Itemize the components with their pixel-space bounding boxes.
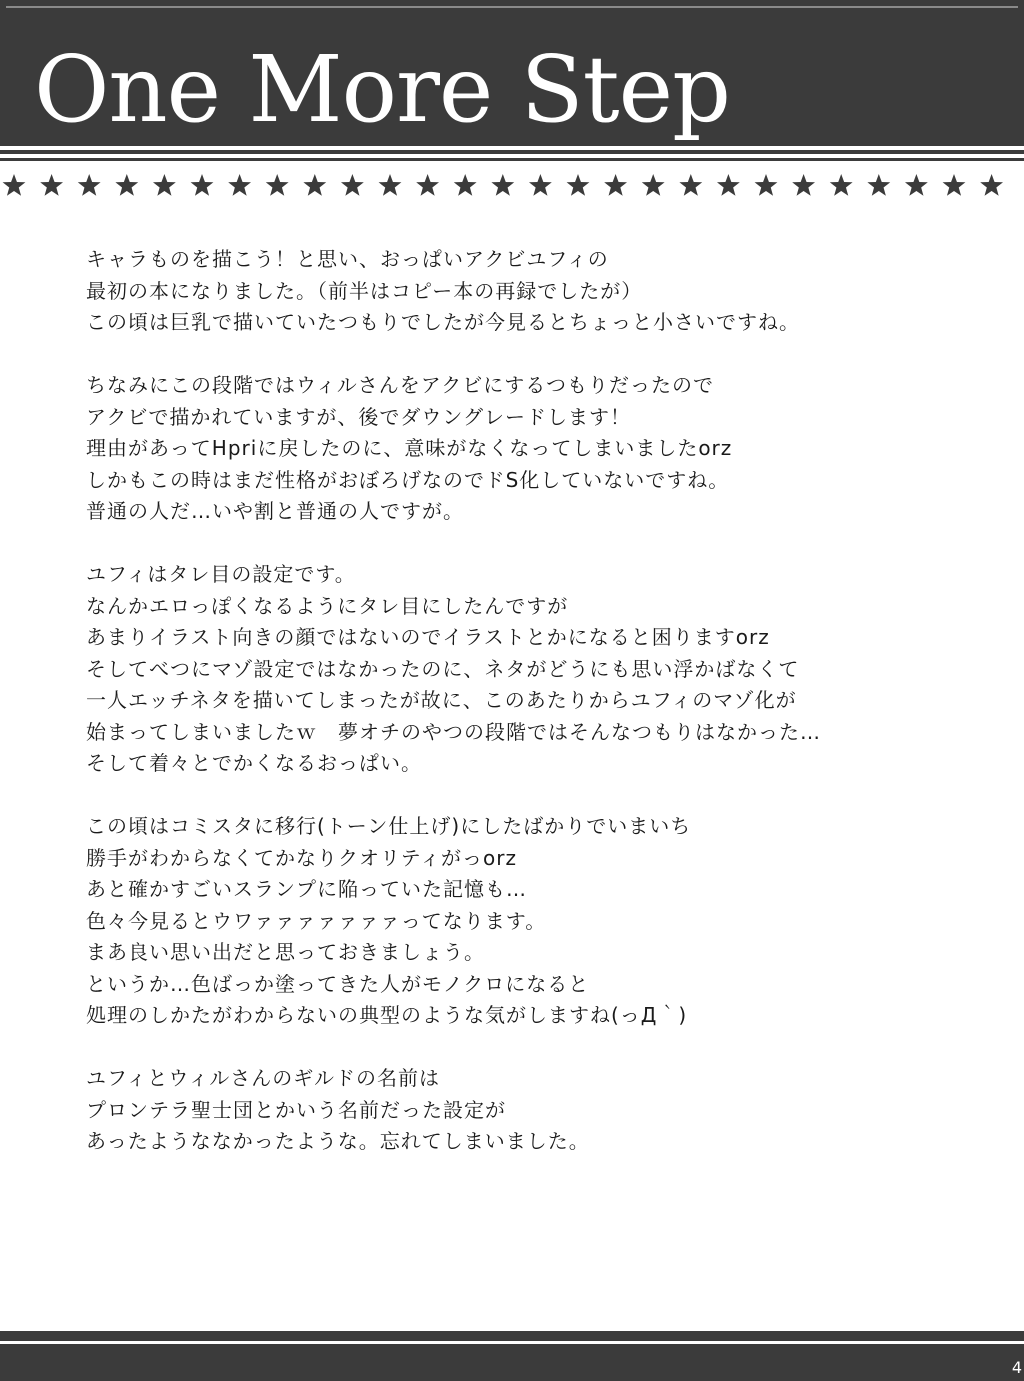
star-icon <box>3 174 26 196</box>
star-icon <box>679 174 702 196</box>
text-line: ユフィとウィルさんのギルドの名前は <box>86 1066 440 1090</box>
star-icon <box>604 174 627 196</box>
text-line: なんかエロっぽくなるようにタレ目にしたんですが <box>86 593 569 618</box>
header-rule-bottom <box>0 158 1024 161</box>
text-line: この頃は巨乳で描いていたつもりでしたが今見るとちょっと小さいですね。 <box>86 310 800 334</box>
star-icon <box>228 174 251 196</box>
text-line: 勝手がわからなくてかなりクオリティがっorz <box>86 845 517 870</box>
star-icon <box>153 174 176 196</box>
footer-stripe <box>0 1341 1024 1344</box>
paragraph-2 <box>86 370 986 528</box>
star-icon <box>943 174 966 196</box>
page-number: 4 <box>1011 1358 1022 1377</box>
text-line: 処理のしかたがわからないの典型のような気がしますね(っД｀) <box>86 1003 688 1027</box>
star-icon <box>491 174 514 196</box>
paragraph-1 <box>86 244 986 339</box>
star-icon <box>717 174 740 196</box>
text-line: あまりイラスト向きの顔ではないのでイラストとかになると困りますorz <box>86 625 770 649</box>
text-line: アクビで描かれていますが、後でダウングレードします！ <box>86 404 631 429</box>
text-line: というか…色ばっか塗ってきた人がモノクロになると <box>86 971 590 996</box>
star-row-icon <box>0 170 1024 206</box>
star-icon <box>40 174 63 196</box>
star-icon <box>379 174 402 196</box>
star-icon <box>416 174 439 196</box>
star-icon <box>755 174 778 196</box>
text-line: 一人エッチネタを描いてしまったが故に、このあたりからユフィのマゾ化が <box>86 688 797 712</box>
paragraph-5 <box>86 1063 986 1158</box>
text-line: しかもこの時はまだ性格がおぼろげなのでドS化していないですね。 <box>86 467 730 492</box>
star-icon <box>341 174 364 196</box>
star-icon <box>115 174 138 196</box>
text-line: キャラものを描こう！と思い、おっぱいアクビユフィの <box>86 247 609 271</box>
text-line: ちなみにこの段階ではウィルさんをアクビにするつもりだったので <box>86 373 714 397</box>
star-icon <box>303 174 326 196</box>
header-rule-top <box>0 150 1024 154</box>
star-icon <box>266 174 289 196</box>
text-line: まあ良い思い出だと思っておきましょう。 <box>86 940 485 964</box>
star-icon <box>529 174 552 196</box>
star-icon <box>78 174 101 196</box>
text-line: そしてべつにマゾ設定ではなかったのに、ネタがどうにも思い浮かばなくて <box>86 656 800 681</box>
star-border <box>0 170 1024 206</box>
star-icon <box>830 174 853 196</box>
star-icon <box>792 174 815 196</box>
footer-band <box>0 1331 1024 1381</box>
star-icon <box>191 174 214 196</box>
text-line: ユフィはタレ目の設定です。 <box>86 562 356 586</box>
paragraph-4 <box>86 811 986 1032</box>
text-line: そして着々とでかくなるおっぱい。 <box>86 751 422 775</box>
star-icon <box>905 174 928 196</box>
star-icon <box>454 174 477 196</box>
star-icon <box>567 174 590 196</box>
star-icon <box>642 174 665 196</box>
text-line: 普通の人だ…いや割と普通の人ですが。 <box>86 499 464 523</box>
text-line: あと確かすごいスランプに陥っていた記憶も… <box>86 877 527 901</box>
star-icon <box>867 174 890 196</box>
body-text <box>86 244 986 1158</box>
paragraph-3 <box>86 559 986 780</box>
text-line: あったようななかったような。忘れてしまいました。 <box>86 1129 590 1153</box>
text-line: 色々今見るとウワァァァァァァァってなります。 <box>86 908 547 933</box>
text-line: プロンテラ聖士団とかいう名前だった設定が <box>86 1097 506 1122</box>
text-line: 最初の本になりました。（前半はコピー本の再録でしたが） <box>86 278 643 303</box>
text-line: この頃はコミスタに移行(トーン仕上げ)にしたばかりでいまいち <box>86 814 692 838</box>
star-icon <box>980 174 1003 196</box>
text-line: 始まってしまいましたｗ 夢オチのやつの段階ではそんなつもりはなかった… <box>86 719 821 744</box>
text-line: 理由があってHpriに戻したのに、意味がなくなってしまいましたorz <box>86 436 733 460</box>
page-title: One More Step <box>34 36 730 143</box>
